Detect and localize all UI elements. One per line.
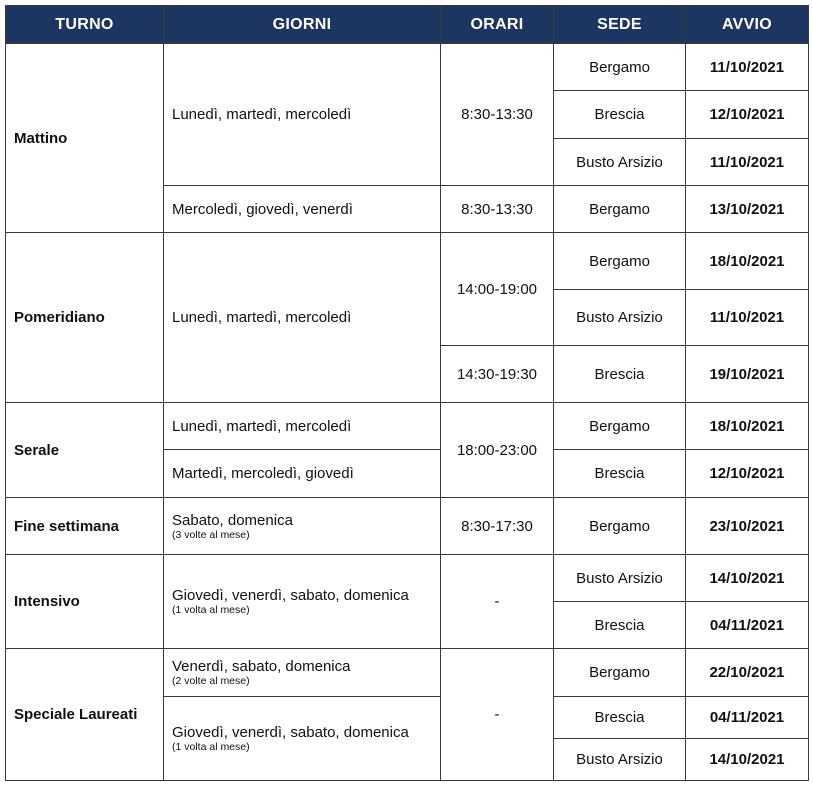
orari-cell: - xyxy=(441,555,554,649)
avvio-cell: 18/10/2021 xyxy=(686,403,809,450)
frequency-note: (1 volta al mese) xyxy=(172,604,250,616)
avvio-cell: 04/11/2021 xyxy=(686,602,809,649)
frequency-note: (3 volte al mese) xyxy=(172,528,250,541)
sede-cell: Busto Arsizio xyxy=(554,290,686,346)
giorni-cell xyxy=(164,555,441,649)
sede-cell: Brescia xyxy=(554,346,686,403)
orari-cell: 14:30-19:30 xyxy=(441,346,554,403)
sede-cell: Brescia xyxy=(554,91,686,139)
avvio-cell: 11/10/2021 xyxy=(686,290,809,346)
turno-cell: Serale xyxy=(6,403,164,498)
giorni-text: Venerdì, sabato, domenica xyxy=(172,658,351,675)
header-giorni: GIORNI xyxy=(164,6,441,44)
table-row xyxy=(6,649,809,697)
avvio-cell: 11/10/2021 xyxy=(686,139,809,186)
header-sede: SEDE xyxy=(554,6,686,44)
sede-cell: Bergamo xyxy=(554,498,686,555)
giorni-cell: Martedì, mercoledì, giovedì xyxy=(164,450,441,498)
frequency-note: (2 volte al mese) xyxy=(172,675,250,687)
avvio-cell: 23/10/2021 xyxy=(686,498,809,555)
turno-cell: Fine settimana xyxy=(6,498,164,555)
header-avvio: AVVIO xyxy=(686,6,809,44)
turno-cell: Pomeridiano xyxy=(6,233,164,403)
giorni-cell: Lunedì, martedì, mercoledì xyxy=(164,44,441,186)
table-row xyxy=(6,44,809,91)
sede-cell: Bergamo xyxy=(554,44,686,91)
giorni-cell xyxy=(164,498,441,555)
table-row xyxy=(6,498,809,555)
avvio-cell: 14/10/2021 xyxy=(686,555,809,602)
giorni-cell: Lunedì, martedì, mercoledì xyxy=(164,233,441,403)
sede-cell: Brescia xyxy=(554,697,686,739)
sede-cell: Busto Arsizio xyxy=(554,739,686,781)
sede-cell: Bergamo xyxy=(554,233,686,290)
header-turno: TURNO xyxy=(6,6,164,44)
giorni-cell xyxy=(164,649,441,697)
avvio-cell: 18/10/2021 xyxy=(686,233,809,290)
sede-cell: Busto Arsizio xyxy=(554,555,686,602)
orari-cell: 8:30-17:30 xyxy=(441,498,554,555)
turno-cell: Intensivo xyxy=(6,555,164,649)
orari-cell: 8:30-13:30 xyxy=(441,44,554,186)
sede-cell: Brescia xyxy=(554,602,686,649)
avvio-cell: 19/10/2021 xyxy=(686,346,809,403)
schedule-table xyxy=(5,5,809,781)
sede-cell: Bergamo xyxy=(554,186,686,233)
avvio-cell: 14/10/2021 xyxy=(686,739,809,781)
sede-cell: Busto Arsizio xyxy=(554,139,686,186)
turno-cell: Mattino xyxy=(6,44,164,233)
avvio-cell: 12/10/2021 xyxy=(686,91,809,139)
table-row xyxy=(6,555,809,602)
giorni-text: Giovedì, venerdì, sabato, domenica xyxy=(172,587,409,604)
table-row xyxy=(6,403,809,450)
avvio-cell: 12/10/2021 xyxy=(686,450,809,498)
table-row xyxy=(6,233,809,290)
giorni-cell xyxy=(164,697,441,781)
giorni-text: Giovedì, venerdì, sabato, domenica xyxy=(172,724,409,741)
sede-cell: Bergamo xyxy=(554,649,686,697)
giorni-text: Sabato, domenica xyxy=(172,511,293,529)
header-row xyxy=(6,6,809,44)
orari-cell: - xyxy=(441,649,554,781)
avvio-cell: 13/10/2021 xyxy=(686,186,809,233)
orari-cell: 14:00-19:00 xyxy=(441,233,554,346)
turno-cell: Speciale Laureati xyxy=(6,649,164,781)
orari-cell: 8:30-13:30 xyxy=(441,186,554,233)
sede-cell: Brescia xyxy=(554,450,686,498)
avvio-cell: 11/10/2021 xyxy=(686,44,809,91)
header-orari: ORARI xyxy=(441,6,554,44)
sede-cell: Bergamo xyxy=(554,403,686,450)
avvio-cell: 22/10/2021 xyxy=(686,649,809,697)
orari-cell: 18:00-23:00 xyxy=(441,403,554,498)
frequency-note: (1 volta al mese) xyxy=(172,741,250,753)
giorni-cell: Lunedì, martedì, mercoledì xyxy=(164,403,441,450)
giorni-cell: Mercoledì, giovedì, venerdì xyxy=(164,186,441,233)
avvio-cell: 04/11/2021 xyxy=(686,697,809,739)
